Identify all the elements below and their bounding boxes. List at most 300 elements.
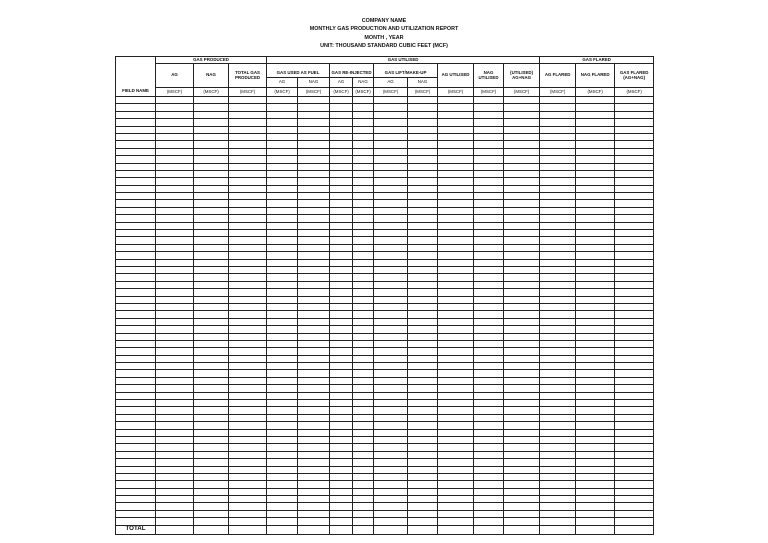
value-cell[interactable] [576,340,615,347]
field-name-cell[interactable] [116,193,156,200]
value-cell[interactable] [156,237,194,244]
value-cell[interactable] [474,355,504,362]
field-name-cell[interactable] [116,259,156,266]
value-cell[interactable] [615,266,654,273]
value-cell[interactable] [408,436,438,443]
value-cell[interactable] [374,496,408,503]
value-cell[interactable] [229,518,267,525]
value-cell[interactable] [374,370,408,377]
value-cell[interactable] [408,422,438,429]
value-cell[interactable] [576,274,615,281]
value-cell[interactable] [504,156,540,163]
value-cell[interactable] [504,326,540,333]
value-cell[interactable] [353,318,374,325]
value-cell[interactable] [474,459,504,466]
value-cell[interactable] [374,466,408,473]
value-cell[interactable] [615,104,654,111]
value-cell[interactable] [229,311,267,318]
total-value-cell[interactable] [474,525,504,534]
value-cell[interactable] [353,148,374,155]
value-cell[interactable] [374,148,408,155]
value-cell[interactable] [194,473,229,480]
value-cell[interactable] [353,385,374,392]
field-name-cell[interactable] [116,126,156,133]
value-cell[interactable] [156,303,194,310]
value-cell[interactable] [267,156,298,163]
value-cell[interactable] [374,170,408,177]
value-cell[interactable] [408,141,438,148]
value-cell[interactable] [474,193,504,200]
value-cell[interactable] [438,311,474,318]
value-cell[interactable] [298,97,330,104]
value-cell[interactable] [408,259,438,266]
value-cell[interactable] [540,178,576,185]
total-value-cell[interactable] [229,525,267,534]
value-cell[interactable] [353,230,374,237]
value-cell[interactable] [438,111,474,118]
value-cell[interactable] [615,392,654,399]
value-cell[interactable] [540,318,576,325]
value-cell[interactable] [194,481,229,488]
value-cell[interactable] [156,333,194,340]
value-cell[interactable] [194,510,229,517]
value-cell[interactable] [374,244,408,251]
value-cell[interactable] [504,444,540,451]
value-cell[interactable] [374,193,408,200]
value-cell[interactable] [540,207,576,214]
value-cell[interactable] [540,111,576,118]
value-cell[interactable] [408,385,438,392]
value-cell[interactable] [156,363,194,370]
total-value-cell[interactable] [330,525,353,534]
value-cell[interactable] [374,104,408,111]
value-cell[interactable] [540,377,576,384]
value-cell[interactable] [615,429,654,436]
value-cell[interactable] [298,303,330,310]
value-cell[interactable] [298,503,330,510]
field-name-cell[interactable] [116,340,156,347]
value-cell[interactable] [615,355,654,362]
value-cell[interactable] [353,215,374,222]
value-cell[interactable] [156,252,194,259]
value-cell[interactable] [540,252,576,259]
value-cell[interactable] [267,281,298,288]
value-cell[interactable] [353,104,374,111]
value-cell[interactable] [615,326,654,333]
value-cell[interactable] [408,252,438,259]
value-cell[interactable] [156,244,194,251]
value-cell[interactable] [229,148,267,155]
value-cell[interactable] [298,126,330,133]
value-cell[interactable] [576,148,615,155]
value-cell[interactable] [374,252,408,259]
value-cell[interactable] [504,503,540,510]
value-cell[interactable] [330,318,353,325]
value-cell[interactable] [229,266,267,273]
value-cell[interactable] [330,481,353,488]
value-cell[interactable] [576,414,615,421]
value-cell[interactable] [156,503,194,510]
value-cell[interactable] [194,392,229,399]
value-cell[interactable] [374,385,408,392]
value-cell[interactable] [615,281,654,288]
value-cell[interactable] [408,119,438,126]
value-cell[interactable] [298,370,330,377]
field-name-cell[interactable] [116,318,156,325]
value-cell[interactable] [540,436,576,443]
value-cell[interactable] [353,392,374,399]
value-cell[interactable] [353,355,374,362]
field-name-cell[interactable] [116,333,156,340]
value-cell[interactable] [353,170,374,177]
value-cell[interactable] [156,436,194,443]
value-cell[interactable] [615,111,654,118]
value-cell[interactable] [615,303,654,310]
value-cell[interactable] [576,488,615,495]
value-cell[interactable] [576,363,615,370]
value-cell[interactable] [438,296,474,303]
value-cell[interactable] [374,156,408,163]
value-cell[interactable] [408,510,438,517]
value-cell[interactable] [156,222,194,229]
value-cell[interactable] [330,510,353,517]
value-cell[interactable] [540,185,576,192]
value-cell[interactable] [374,377,408,384]
value-cell[interactable] [576,311,615,318]
value-cell[interactable] [194,496,229,503]
value-cell[interactable] [194,170,229,177]
value-cell[interactable] [540,488,576,495]
value-cell[interactable] [408,429,438,436]
value-cell[interactable] [438,119,474,126]
value-cell[interactable] [374,348,408,355]
value-cell[interactable] [438,333,474,340]
value-cell[interactable] [267,392,298,399]
value-cell[interactable] [576,444,615,451]
value-cell[interactable] [267,244,298,251]
value-cell[interactable] [615,193,654,200]
value-cell[interactable] [353,496,374,503]
value-cell[interactable] [374,363,408,370]
value-cell[interactable] [438,259,474,266]
value-cell[interactable] [540,510,576,517]
value-cell[interactable] [353,311,374,318]
value-cell[interactable] [194,111,229,118]
value-cell[interactable] [540,473,576,480]
value-cell[interactable] [615,436,654,443]
value-cell[interactable] [504,133,540,140]
value-cell[interactable] [374,200,408,207]
value-cell[interactable] [267,200,298,207]
value-cell[interactable] [474,104,504,111]
value-cell[interactable] [576,348,615,355]
value-cell[interactable] [330,459,353,466]
value-cell[interactable] [504,422,540,429]
value-cell[interactable] [408,311,438,318]
value-cell[interactable] [576,163,615,170]
value-cell[interactable] [408,348,438,355]
value-cell[interactable] [615,244,654,251]
value-cell[interactable] [298,355,330,362]
field-name-cell[interactable] [116,296,156,303]
value-cell[interactable] [156,207,194,214]
total-value-cell[interactable] [194,525,229,534]
value-cell[interactable] [504,377,540,384]
value-cell[interactable] [353,370,374,377]
value-cell[interactable] [156,266,194,273]
value-cell[interactable] [156,392,194,399]
value-cell[interactable] [156,459,194,466]
value-cell[interactable] [576,104,615,111]
field-name-cell[interactable] [116,466,156,473]
value-cell[interactable] [330,200,353,207]
value-cell[interactable] [267,163,298,170]
value-cell[interactable] [229,496,267,503]
total-value-cell[interactable] [267,525,298,534]
value-cell[interactable] [194,289,229,296]
value-cell[interactable] [330,436,353,443]
value-cell[interactable] [194,193,229,200]
value-cell[interactable] [408,355,438,362]
value-cell[interactable] [474,133,504,140]
value-cell[interactable] [374,111,408,118]
value-cell[interactable] [438,414,474,421]
value-cell[interactable] [474,510,504,517]
value-cell[interactable] [267,510,298,517]
value-cell[interactable] [194,126,229,133]
value-cell[interactable] [298,104,330,111]
value-cell[interactable] [267,274,298,281]
value-cell[interactable] [438,215,474,222]
value-cell[interactable] [194,200,229,207]
value-cell[interactable] [576,200,615,207]
value-cell[interactable] [408,133,438,140]
value-cell[interactable] [267,111,298,118]
value-cell[interactable] [504,148,540,155]
value-cell[interactable] [576,259,615,266]
value-cell[interactable] [330,451,353,458]
value-cell[interactable] [353,518,374,525]
value-cell[interactable] [504,496,540,503]
value-cell[interactable] [353,326,374,333]
field-name-cell[interactable] [116,385,156,392]
value-cell[interactable] [615,518,654,525]
value-cell[interactable] [330,133,353,140]
value-cell[interactable] [474,496,504,503]
value-cell[interactable] [374,340,408,347]
value-cell[interactable] [576,207,615,214]
value-cell[interactable] [229,193,267,200]
value-cell[interactable] [474,259,504,266]
value-cell[interactable] [438,126,474,133]
value-cell[interactable] [374,97,408,104]
value-cell[interactable] [298,363,330,370]
field-name-cell[interactable] [116,104,156,111]
value-cell[interactable] [267,230,298,237]
value-cell[interactable] [194,119,229,126]
value-cell[interactable] [267,496,298,503]
value-cell[interactable] [298,340,330,347]
value-cell[interactable] [330,104,353,111]
value-cell[interactable] [194,266,229,273]
value-cell[interactable] [330,363,353,370]
value-cell[interactable] [156,163,194,170]
value-cell[interactable] [194,185,229,192]
value-cell[interactable] [156,141,194,148]
value-cell[interactable] [194,252,229,259]
value-cell[interactable] [229,459,267,466]
field-name-cell[interactable] [116,97,156,104]
value-cell[interactable] [229,503,267,510]
value-cell[interactable] [330,207,353,214]
value-cell[interactable] [438,488,474,495]
value-cell[interactable] [374,215,408,222]
value-cell[interactable] [504,451,540,458]
value-cell[interactable] [330,193,353,200]
field-name-cell[interactable] [116,156,156,163]
value-cell[interactable] [330,429,353,436]
value-cell[interactable] [374,296,408,303]
value-cell[interactable] [504,193,540,200]
value-cell[interactable] [474,518,504,525]
field-name-cell[interactable] [116,422,156,429]
value-cell[interactable] [330,503,353,510]
value-cell[interactable] [474,377,504,384]
value-cell[interactable] [474,311,504,318]
value-cell[interactable] [353,466,374,473]
value-cell[interactable] [438,518,474,525]
value-cell[interactable] [374,281,408,288]
value-cell[interactable] [353,303,374,310]
field-name-cell[interactable] [116,400,156,407]
value-cell[interactable] [576,510,615,517]
value-cell[interactable] [615,133,654,140]
value-cell[interactable] [504,178,540,185]
value-cell[interactable] [576,244,615,251]
value-cell[interactable] [576,141,615,148]
value-cell[interactable] [576,281,615,288]
value-cell[interactable] [229,422,267,429]
value-cell[interactable] [474,503,504,510]
value-cell[interactable] [615,215,654,222]
value-cell[interactable] [374,126,408,133]
value-cell[interactable] [438,377,474,384]
value-cell[interactable] [267,363,298,370]
value-cell[interactable] [374,407,408,414]
value-cell[interactable] [267,104,298,111]
value-cell[interactable] [298,518,330,525]
value-cell[interactable] [615,414,654,421]
value-cell[interactable] [576,170,615,177]
value-cell[interactable] [229,207,267,214]
value-cell[interactable] [504,318,540,325]
field-name-cell[interactable] [116,414,156,421]
value-cell[interactable] [438,503,474,510]
value-cell[interactable] [576,178,615,185]
value-cell[interactable] [408,104,438,111]
value-cell[interactable] [330,244,353,251]
value-cell[interactable] [330,126,353,133]
value-cell[interactable] [474,200,504,207]
value-cell[interactable] [229,185,267,192]
value-cell[interactable] [229,407,267,414]
total-value-cell[interactable] [576,525,615,534]
value-cell[interactable] [374,303,408,310]
value-cell[interactable] [615,296,654,303]
value-cell[interactable] [353,333,374,340]
value-cell[interactable] [156,111,194,118]
value-cell[interactable] [438,466,474,473]
value-cell[interactable] [540,414,576,421]
value-cell[interactable] [194,141,229,148]
value-cell[interactable] [408,414,438,421]
value-cell[interactable] [156,289,194,296]
value-cell[interactable] [615,422,654,429]
value-cell[interactable] [298,407,330,414]
value-cell[interactable] [438,407,474,414]
value-cell[interactable] [576,126,615,133]
value-cell[interactable] [156,355,194,362]
value-cell[interactable] [576,156,615,163]
value-cell[interactable] [353,97,374,104]
value-cell[interactable] [474,126,504,133]
value-cell[interactable] [408,503,438,510]
value-cell[interactable] [615,237,654,244]
value-cell[interactable] [298,156,330,163]
value-cell[interactable] [408,377,438,384]
value-cell[interactable] [438,444,474,451]
value-cell[interactable] [229,141,267,148]
value-cell[interactable] [504,119,540,126]
value-cell[interactable] [504,97,540,104]
value-cell[interactable] [474,422,504,429]
field-name-cell[interactable] [116,303,156,310]
value-cell[interactable] [267,133,298,140]
value-cell[interactable] [474,370,504,377]
value-cell[interactable] [408,281,438,288]
value-cell[interactable] [156,348,194,355]
value-cell[interactable] [540,156,576,163]
value-cell[interactable] [267,178,298,185]
value-cell[interactable] [267,451,298,458]
field-name-cell[interactable] [116,148,156,155]
field-name-cell[interactable] [116,473,156,480]
field-name-cell[interactable] [116,200,156,207]
value-cell[interactable] [504,244,540,251]
value-cell[interactable] [576,407,615,414]
value-cell[interactable] [353,296,374,303]
value-cell[interactable] [615,503,654,510]
value-cell[interactable] [615,148,654,155]
value-cell[interactable] [229,222,267,229]
value-cell[interactable] [229,326,267,333]
value-cell[interactable] [438,97,474,104]
value-cell[interactable] [194,259,229,266]
value-cell[interactable] [540,296,576,303]
value-cell[interactable] [374,422,408,429]
value-cell[interactable] [330,266,353,273]
value-cell[interactable] [540,230,576,237]
value-cell[interactable] [156,170,194,177]
value-cell[interactable] [156,126,194,133]
value-cell[interactable] [229,451,267,458]
value-cell[interactable] [267,148,298,155]
value-cell[interactable] [229,481,267,488]
value-cell[interactable] [438,318,474,325]
value-cell[interactable] [298,429,330,436]
value-cell[interactable] [353,244,374,251]
value-cell[interactable] [267,481,298,488]
